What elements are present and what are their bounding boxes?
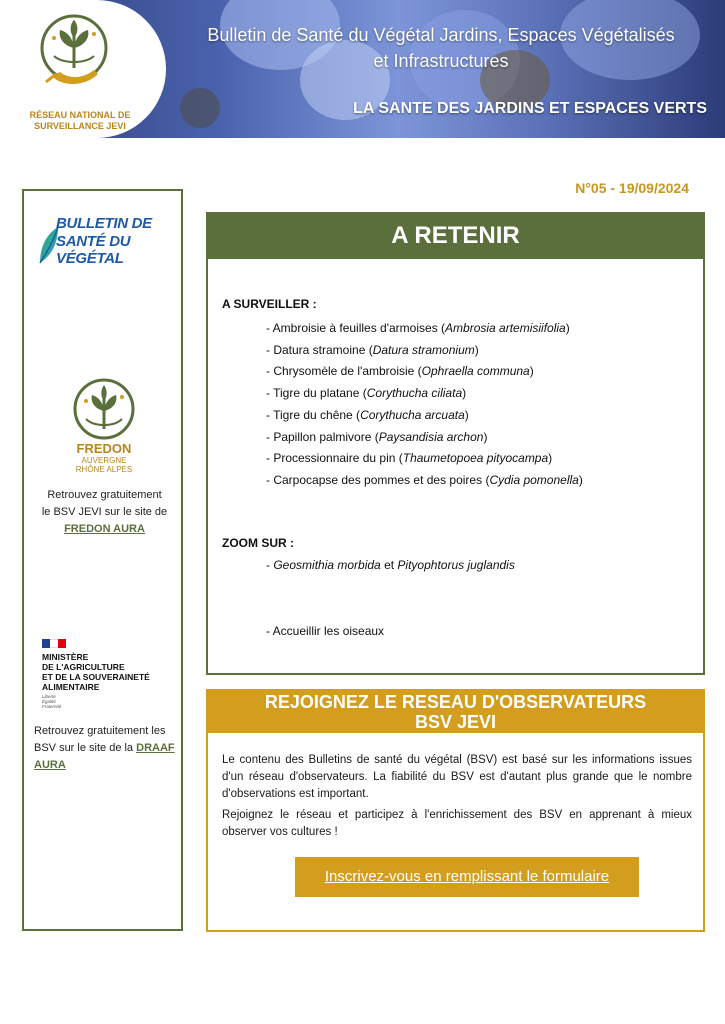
header-banner: [0, 0, 725, 138]
surveiller-label: A SURVEILLER :: [222, 297, 317, 311]
network-logo: [0, 0, 166, 138]
sidebar: [22, 189, 183, 931]
bulletin-title: Bulletin de Santé du Végétal Jardins, Espaces Végétalisés et Infrastructures: [207, 25, 675, 71]
ministry-motto: Liberté Égalité Fraternité: [42, 694, 62, 709]
fredon-region: AUVERGNE RHÔNE ALPES: [75, 456, 133, 474]
list-item: - Tigre du chêne (Corythucha arcuata): [266, 407, 469, 422]
list-item: - Ambroisie à feuilles d'armoises (Ambrosia artemisiifolia): [266, 321, 570, 335]
rejoin-paragraph: Rejoignez le réseau et participez à l'enrichissement des BSV en apprenant à mieux observer vos cultures !: [222, 809, 692, 838]
fredon-logo: [64, 377, 144, 477]
bulletin-subtitle: LA SANTE DES JARDINS ET ESPACES VERTS: [353, 100, 707, 117]
a-retenir-heading: A RETENIR: [208, 214, 703, 259]
pest-list: [266, 318, 583, 492]
fredon-text: Retrouvez gratuitement le BSV JEVI sur le site de FREDON AURA: [41, 489, 168, 535]
draaf-text: Retrouvez gratuitement les BSV sur le site de la DRAAF AURA: [34, 725, 175, 771]
list-item: - Datura stramoine (Datura stramonium): [266, 342, 479, 357]
list-item: - Tigre du platane (Corythucha ciliata): [266, 386, 467, 401]
a-retenir-box: [206, 212, 705, 675]
bsv-logo: BULLETIN DE SANTÉ DU VÉGÉTAL: [38, 213, 178, 269]
zoom-item: - Accueillir les oiseaux: [266, 624, 385, 638]
draaf-link[interactable]: DRAAF AURA: [34, 742, 175, 771]
issue-number: N°05 - 19/09/2024: [575, 180, 689, 196]
ministry-logo: [42, 639, 172, 709]
list-item: - Processionnaire du pin (Thaumetopoea pityocampa): [266, 451, 553, 466]
french-flag-icon: [42, 639, 66, 648]
plant-hand-icon: [38, 12, 110, 102]
list-item: - Carpocapse des pommes et des poires (Cydia pomonella): [266, 472, 583, 487]
rejoin-heading: REJOIGNEZ LE RESEAU D'OBSERVATEURS BSV JEVI: [208, 691, 703, 733]
list-item: - Papillon palmivore (Paysandisia archon): [266, 429, 488, 444]
list-item: - Chrysomèle de l'ambroisie (Ophraella communa): [266, 364, 534, 379]
fly-decoration: [180, 88, 220, 128]
zoom-item: - Geosmithia morbida et Pityophtorus juglandis: [266, 558, 515, 572]
network-name: RÉSEAU NATIONAL DE SURVEILLANCE JEVI: [29, 110, 131, 131]
fredon-name: FREDON: [76, 441, 132, 456]
ministry-name: MINISTÈRE DE L'AGRICULTURE ET DE LA SOUVERAINETÉ ALIMENTAIRE: [42, 652, 150, 692]
rejoin-paragraph: Le contenu des Bulletins de santé du végétal (BSV) est basé sur les informations issues d'un réseau d'observateurs. La fiabilité du BSV est d'autant plus grande que le nombre d'observations est important.: [222, 754, 692, 800]
rejoin-box: [206, 689, 705, 932]
zoom-label: ZOOM SUR :: [222, 536, 294, 550]
fredon-link[interactable]: FREDON AURA: [64, 523, 145, 535]
fredon-plant-icon: [64, 377, 144, 441]
signup-form-button[interactable]: Inscrivez-vous en remplissant le formulaire: [295, 857, 639, 897]
